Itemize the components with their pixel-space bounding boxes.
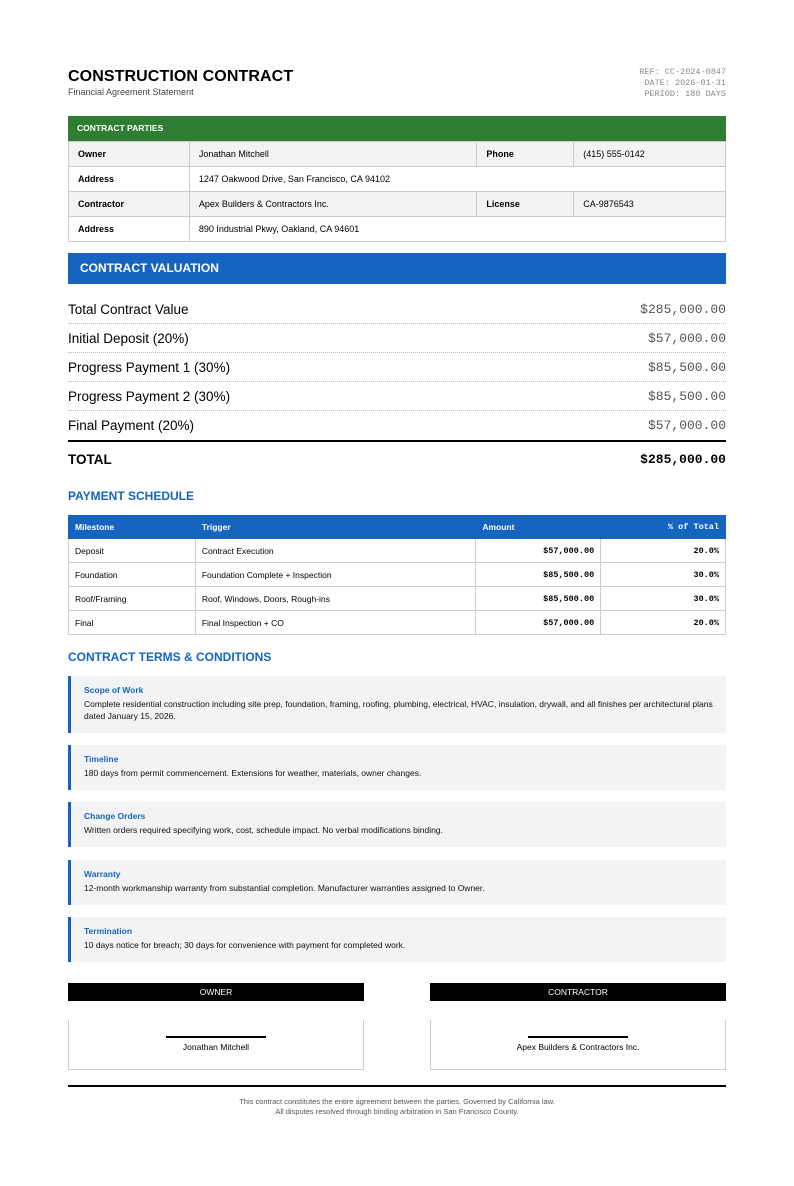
column-header-amount: Amount [476, 516, 601, 539]
valuation-total-amount: $285,000.00 [640, 451, 726, 467]
owner-row [69, 142, 726, 167]
trigger-cell: Contract Execution [195, 539, 475, 563]
valuation-amount: $57,000.00 [647, 418, 726, 433]
valuation-amount: $285,000.00 [640, 301, 726, 317]
percent-cell: 30.0% [601, 587, 726, 611]
term-scope-of-work [68, 676, 726, 733]
contract-parties-table [68, 141, 726, 242]
table-row [69, 563, 726, 587]
contractor-address-label: Address [69, 217, 190, 242]
valuation-amount: $57,000.00 [647, 330, 726, 346]
owner-signature-field[interactable] [68, 1020, 364, 1070]
footer-line-1: This contract constitutes the entire agreement between the parties. Governed by California law. [239, 1097, 555, 1106]
payment-schedule-heading: PAYMENT SCHEDULE [68, 489, 195, 503]
milestone-cell: Final [69, 611, 196, 635]
term-body: 10 days notice for breach; 30 days for convenience with payment for completed work. [84, 940, 406, 950]
valuation-row [68, 411, 726, 440]
contractor-signature-block [430, 983, 726, 1070]
signature-line [166, 1036, 266, 1038]
valuation-total-row [68, 440, 726, 476]
term-title: Change Orders [84, 811, 146, 821]
contractor-row [69, 192, 726, 217]
footer-note [68, 1097, 726, 1117]
document-title: CONSTRUCTION CONTRACT [68, 68, 294, 85]
term-body: 12-month workmanship warranty from substantial completion. Manufacturer warranties assigned to Owner. [84, 883, 485, 893]
column-header-trigger: Trigger [195, 516, 475, 539]
phone-value: (415) 555-0142 [574, 142, 726, 167]
schedule-header-row [69, 516, 726, 539]
owner-address-value: 1247 Oakwood Drive, San Francisco, CA 94102 [189, 167, 725, 192]
trigger-cell: Foundation Complete + Inspection [195, 563, 475, 587]
term-title: Scope of Work [84, 685, 144, 695]
term-title: Termination [84, 926, 133, 936]
license-label: License [477, 192, 574, 217]
owner-label: Owner [69, 142, 190, 167]
owner-signature-name: Jonathan Mitchell [182, 1042, 250, 1052]
term-body: 180 days from permit commencement. Extensions for weather, materials, owner changes. [84, 768, 422, 778]
amount-cell: $85,500.00 [476, 587, 601, 611]
owner-signature-block [68, 983, 364, 1070]
term-change-orders [68, 802, 726, 847]
column-header-milestone: Milestone [69, 516, 196, 539]
term-timeline [68, 745, 726, 790]
contractor-address-row [69, 217, 726, 242]
table-row [69, 611, 726, 635]
valuation-label: Progress Payment 2 (30%) [68, 388, 231, 404]
contractor-value: Apex Builders & Contractors Inc. [189, 192, 476, 217]
term-body: Complete residential construction including site prep, foundation, framing, roofing, plumbing, electrical, HVAC, insulation, drywall, and all finishes per architectural plans dated January 15, 2026. [84, 699, 713, 721]
contractor-signature-field[interactable] [430, 1020, 726, 1070]
owner-address-label: Address [69, 167, 190, 192]
document-subtitle: Financial Agreement Statement [68, 87, 194, 97]
owner-address-row [69, 167, 726, 192]
trigger-cell: Roof, Windows, Doors, Rough-ins [195, 587, 475, 611]
valuation-amount: $85,500.00 [647, 388, 726, 404]
contractor-signature-heading: CONTRACTOR [430, 983, 726, 1001]
table-row [69, 539, 726, 563]
term-title: Warranty [84, 869, 121, 879]
amount-cell: $85,500.00 [476, 563, 601, 587]
license-value: CA-9876543 [574, 192, 726, 217]
reference-number: REF: CC-2024-0847 [639, 67, 726, 77]
valuation-row [68, 324, 726, 353]
percent-cell: 20.0% [601, 539, 726, 563]
contractor-label: Contractor [69, 192, 190, 217]
milestone-cell: Deposit [69, 539, 196, 563]
valuation-list [68, 295, 726, 440]
milestone-cell: Roof/Framing [69, 587, 196, 611]
term-termination [68, 917, 726, 962]
contract-parties-heading: CONTRACT PARTIES [68, 116, 726, 141]
valuation-amount: $85,500.00 [647, 359, 726, 375]
percent-cell: 20.0% [601, 611, 726, 635]
contract-parties-section [68, 116, 726, 242]
percent-cell: 30.0% [601, 563, 726, 587]
column-header-percent: % of Total [601, 516, 726, 539]
milestone-cell: Foundation [69, 563, 196, 587]
amount-cell: $57,000.00 [476, 611, 601, 635]
contract-period: PERIOD: 180 DAYS [644, 89, 726, 99]
payment-schedule-table [68, 515, 726, 635]
document-date: DATE: 2026-01-31 [644, 78, 726, 88]
signature-line [528, 1036, 628, 1038]
footer-line-2: All disputes resolved through binding arbitration in San Francisco County. [275, 1107, 519, 1116]
table-row [69, 587, 726, 611]
contract-valuation-heading: CONTRACT VALUATION [68, 253, 726, 284]
valuation-label: Progress Payment 1 (30%) [68, 359, 231, 375]
terms-heading: CONTRACT TERMS & CONDITIONS [68, 650, 272, 664]
footer-divider [68, 1085, 726, 1087]
term-body: Written orders required specifying work, cost, schedule impact. No verbal modifications binding. [84, 825, 443, 835]
document-meta [639, 67, 726, 100]
owner-signature-heading: OWNER [68, 983, 364, 1001]
phone-label: Phone [477, 142, 574, 167]
valuation-label: Final Payment (20%) [68, 418, 195, 433]
amount-cell: $57,000.00 [476, 539, 601, 563]
owner-value: Jonathan Mitchell [189, 142, 476, 167]
contractor-address-value: 890 Industrial Pkwy, Oakland, CA 94601 [189, 217, 725, 242]
term-title: Timeline [84, 754, 119, 764]
valuation-row [68, 295, 726, 324]
contractor-signature-name: Apex Builders & Contractors Inc. [516, 1042, 640, 1052]
term-warranty [68, 860, 726, 905]
valuation-label: Initial Deposit (20%) [68, 330, 189, 346]
valuation-row [68, 353, 726, 382]
valuation-total-label: TOTAL [68, 451, 112, 467]
valuation-label: Total Contract Value [68, 301, 189, 317]
document-header [68, 68, 726, 108]
valuation-row [68, 382, 726, 411]
trigger-cell: Final Inspection + CO [195, 611, 475, 635]
